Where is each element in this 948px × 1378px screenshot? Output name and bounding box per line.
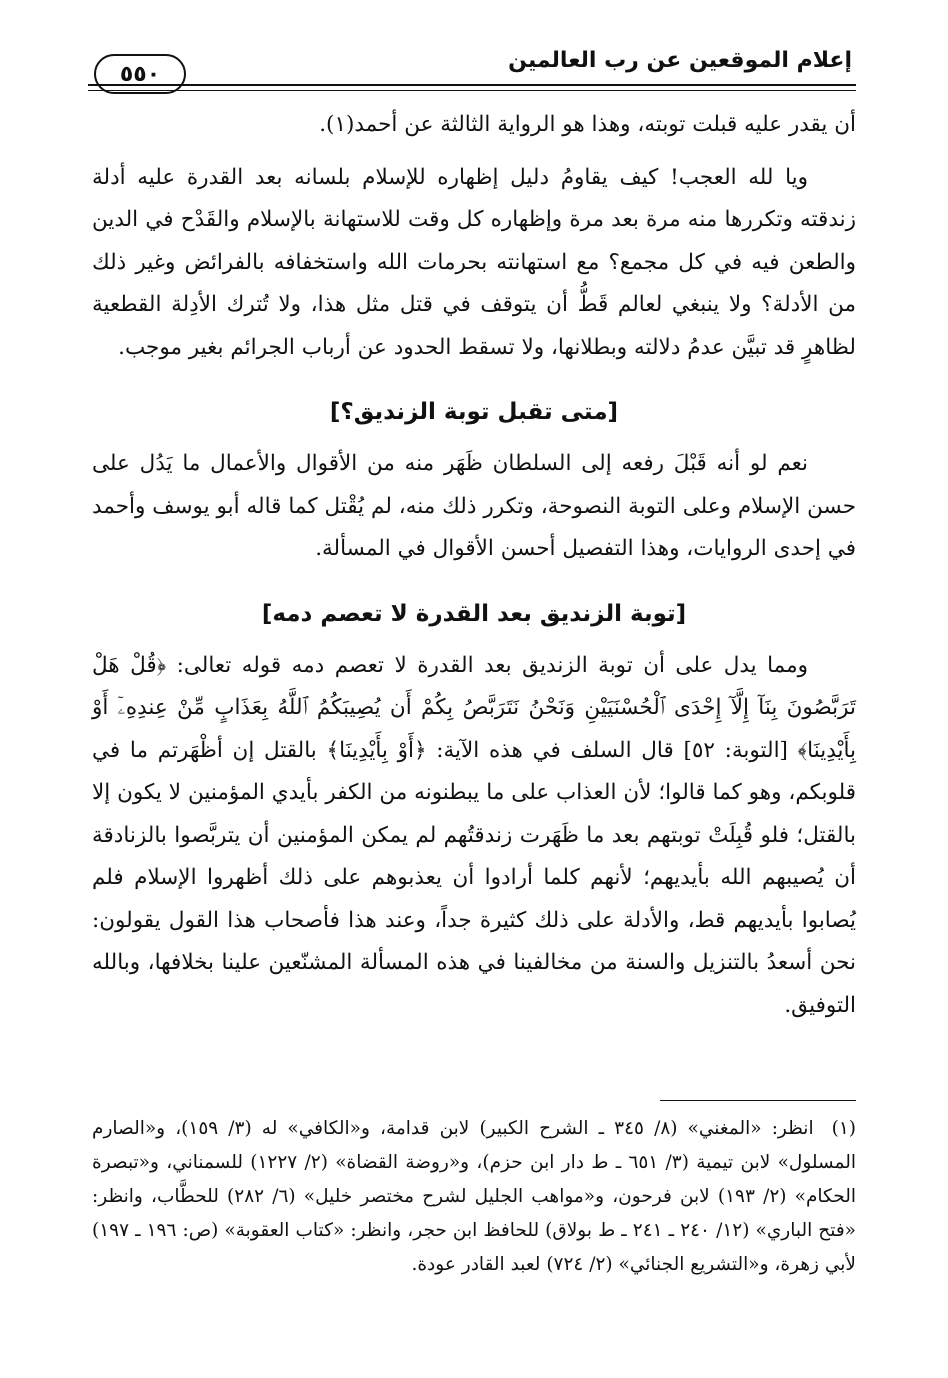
running-header [88, 40, 856, 100]
footnote-text: انظر: «المغني» (٨/ ٣٤٥ ـ الشرح الكبير) لابن قدامة، و«الكافي» له (٣/ ١٥٩)، و«الصارم المسلول» لابن تيمية (٣/ ٦٥١ ـ ط دار ابن حزم)، و«روضة القضاة» (٢/ ١٢٢٧) للسمناني، و«تبصرة الحكام» (٢/ ١٩٣) لابن فرحون، و«مواهب الجليل لشرح مختصر خليل» (٦/ ٢٨٢) للحطَّاب، وانظر: «فتح الباري» (١٢/ ٢٤٠ ـ ٢٤١ ـ ط بولاق) للحافظ ابن حجر، وانظر: «كتاب العقوبة» (ص: ١٩٦ ـ ١٩٧) لأبي زهرة، و«التشريع الجنائي» (٢/ ٧٢٤) لعبد القادر عودة. [92, 1118, 856, 1275]
section-heading-1: [متى تقبل توبة الزنديق؟] [329, 399, 619, 425]
main-text [92, 104, 856, 1027]
paragraph-1: أن يقدر عليه قبلت توبته، وهذا هو الرواية الثالثة عن أحمد(١). [319, 112, 856, 137]
paragraph-2: ويا لله العجب! كيف يقاومُ دليل إظهاره للإسلام بلسانه بعد القدرة عليه أدلة زندقته وتكررها منه مرة بعد مرة وإظهاره كل وقت للاستهانة بالإسلام والقَدْح في الدين والطعن فيه في كل مجمع؟ مع استهانته بحرمات الله واستخفافه بالفرائض وغير ذلك من الأدلة؟ ولا ينبغي لعالم قَطُّ أن يتوقف في قتل مثل هذا، ولا تُترك الأدِلة القطعية لظاهرٍ قد تبيَّن عدمُ دلالته وبطلانها، ولا تسقط الحدود عن أرباب الجرائم بغير موجب. [92, 164, 856, 360]
footnote [92, 1112, 856, 1282]
paragraph-4: ومما يدل على أن توبة الزنديق بعد القدرة لا تعصم دمه قوله تعالى: ﴿قُلْ هَلْ تَرَبَّصُونَ بِنَآ إِلَّآ إِحْدَى ٱلْحُسْنَيَيْنِ وَنَحْنُ نَتَرَبَّصُ بِكُمْ أَن يُصِيبَكُمُ ٱللَّهُ بِعَذَابٍ مِّنْ عِندِهِۦٓ أَوْ بِأَيْدِينَا﴾ [التوبة: ٥٢] قال السلف في هذه الآية: ﴿أَوْ بِأَيْدِينَا﴾ بالقتل إن أظْهَرتم ما في قلوبكم، وهو كما قالوا؛ لأن العذاب على ما يبطنونه من الكفر بأيدي المؤمنين لا يكون إلا بالقتل؛ فلو قُبِلَتْ توبتهم بعد ما ظَهَرت زندقتُهم لم يمكن المؤمنين أن يتربَّصوا بالزنادقة أن يُصيبهم الله بأيديهم؛ لأنهم كلما أرادوا أن يعذبوهم على ذلك أظهروا الإسلام فلم يُصابوا بأيديهم قط، والأدلة على ذلك كثيرة جداً، وعند هذا فأصحاب هذا القول يقولون: نحن أسعدُ بالتنزيل والسنة من مخالفينا في هذه المسألة المشنّعين علينا بخلافها، وبالله التوفيق. [92, 652, 856, 1018]
header-rule-thick [88, 84, 856, 86]
footnote-marker: (١) [831, 1118, 856, 1139]
paragraph-3: نعم لو أنه قَبْلَ رفعه إلى السلطان ظَهَر منه من الأقوال والأعمال ما يَدُل على حسن الإسلام وعلى التوبة النصوحة، وتكرر ذلك منه، لم يُقْتل كما قاله أبو يوسف وأحمد في إحدى الروايات، وهذا التفصيل أحسن الأقوال في المسألة. [92, 451, 856, 561]
section-heading-2: [توبة الزنديق بعد القدرة لا تعصم دمه] [261, 600, 687, 627]
footnote-separator [660, 1100, 856, 1101]
header-rule-thin [88, 90, 856, 91]
page-number: ٥٥٠ [94, 54, 186, 94]
book-title: إعلام الموقعين عن رب العالمين [508, 48, 852, 73]
